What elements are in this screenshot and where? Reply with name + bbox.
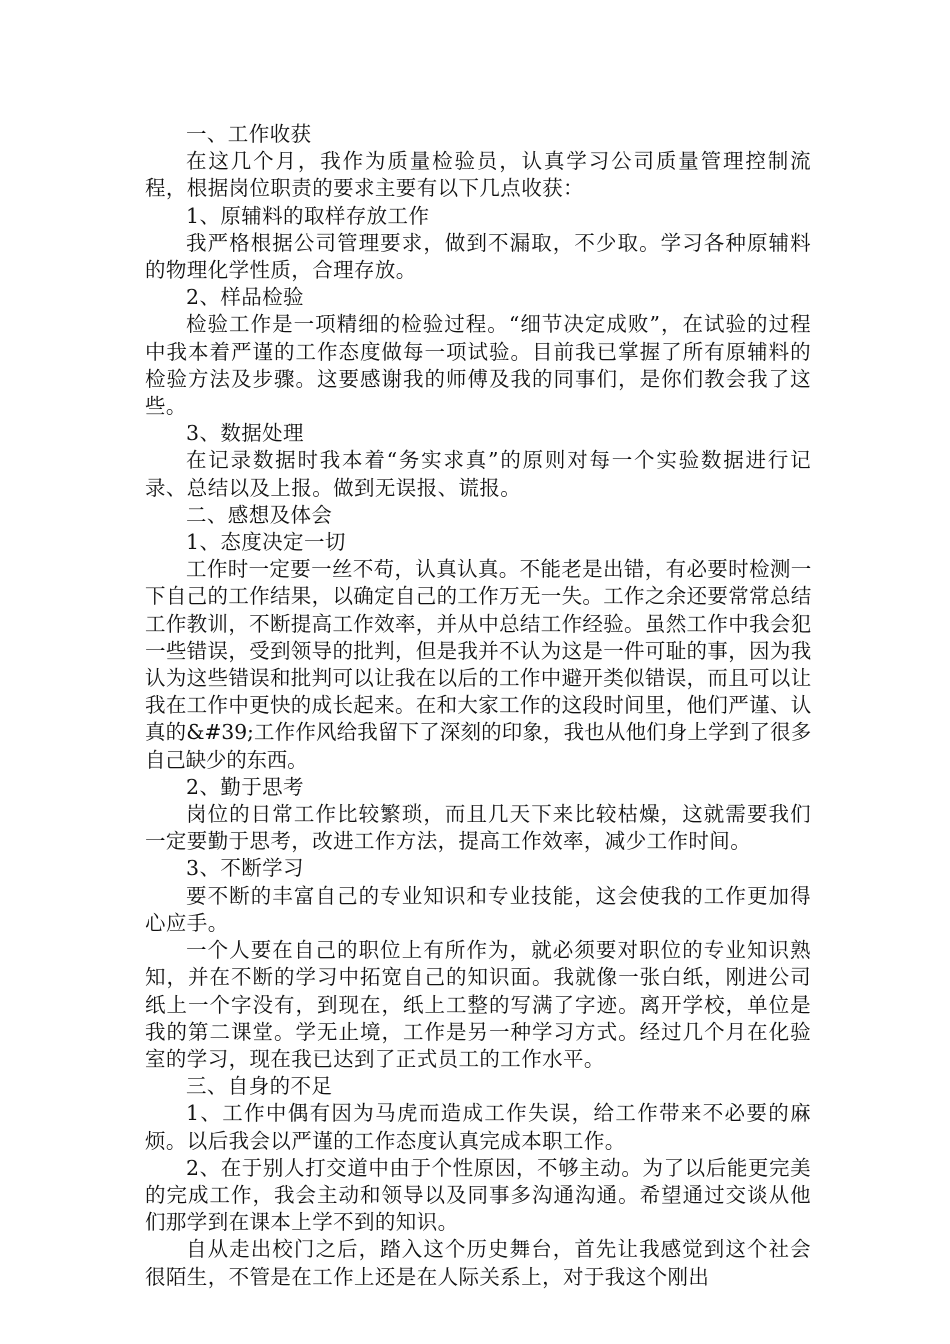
paragraph: 我严格根据公司管理要求，做到不漏取，不少取。学习各种原辅料的物理化学性质，合理存放。 <box>145 230 811 283</box>
section-heading-1: 一、工作收获 <box>186 122 312 146</box>
document-body <box>145 121 811 1291</box>
subheading: 1、原辅料的取样存放工作 <box>186 203 430 228</box>
paragraph: 检验工作是一项精细的检验过程。“细节决定成败”，在试验的过程中我本着严谨的工作态度做每一项试验。目前我已掌握了所有原辅料的检验方法及步骤。这要感谢我的师傅及我的同事们，是你们教会我了这些。 <box>145 312 811 419</box>
paragraph: 要不断的丰富自己的专业知识和专业技能，这会使我的工作更加得心应手。 <box>145 883 811 935</box>
section-heading-2: 二、感想及体会 <box>186 502 333 527</box>
paragraph: 自从走出校门之后，踏入这个历史舞台，首先让我感觉到这个社会很陌生，不管是在工作上还是在人际关系上，对于我这个刚出 <box>145 1237 811 1289</box>
paragraph: 在记录数据时我本着“务实求真”的原则对每一个实验数据进行记录、总结以及上报。做到无误报、谎报。 <box>145 448 811 500</box>
section-heading-3: 三、自身的不足 <box>186 1074 333 1099</box>
paragraph: 2、在于别人打交道中由于个性原因，不够主动。为了以后能更完美的完成工作，我会主动和领导以及同事多沟通沟通。希望通过交谈从他们那学到在课本上学不到的知识。 <box>145 1155 811 1235</box>
subheading: 2、样品检验 <box>186 285 304 310</box>
subheading: 3、不断学习 <box>186 856 304 881</box>
subheading: 1、态度决定一切 <box>186 530 346 555</box>
paragraph: 一个人要在自己的职位上有所作为，就必须要对职位的专业知识熟知，并在不断的学习中拓宽自己的知识面。我就像一张白纸，刚进公司纸上一个字没有，到现在，纸上工整的写满了字迹。离开学校，单位是我的第二课堂。学无止境，工作是另一种学习方式。经过几个月在化验室的学习，现在我已达到了正式员工的工作水平。 <box>145 938 811 1071</box>
paragraph: 岗位的日常工作比较繁琐，而且几天下来比较枯燥，这就需要我们一定要勤于思考，改进工作方法，提高工作效率，减少工作时间。 <box>145 802 811 854</box>
subheading: 3、数据处理 <box>186 421 304 446</box>
paragraph: 在这几个月，我作为质量检验员，认真学习公司质量管理控制流程，根据岗位职责的要求主要有以下几点收获： <box>145 149 811 201</box>
paragraph: 1、工作中偶有因为马虎而造成工作失误，给工作带来不必要的麻烦。以后我会以严谨的工作态度认真完成本职工作。 <box>145 1101 811 1153</box>
subheading: 2、勤于思考 <box>186 774 304 799</box>
paragraph: 工作时一定要一丝不苟，认真认真。不能老是出错，有必要时检测一下自己的工作结果，以确定自己的工作万无一失。工作之余还要常常总结工作教训，不断提高工作效率，并从中总结工作经验。虽然工作中我会犯一些错误，受到领导的批判，但是我并不认为这是一件可耻的事，因为我认为这些错误和批判可以让我在以后的工作中避开类似错误，而且可以让我在工作中更快的成长起来。在和大家工作的这段时间里，他们严谨、认真的&#39;工作作风给我留下了深刻的印象，我也从他们身上学到了很多自己缺少的东西。 <box>145 557 811 772</box>
